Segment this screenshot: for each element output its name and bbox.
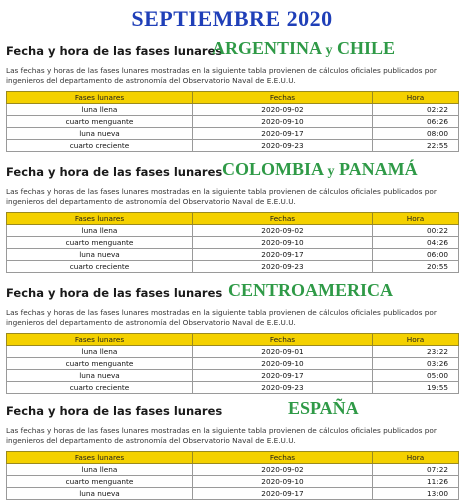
section-heading: Fecha y hora de las fases lunares (6, 286, 223, 300)
date-cell: 2020-09-17 (193, 128, 373, 140)
table-row (7, 225, 459, 237)
date-cell: 2020-09-02 (193, 104, 373, 116)
phase-cell: luna llena (7, 104, 193, 116)
section-description: Las fechas y horas de las fases lunares mostradas en la siguiente tabla provienen de cálculos oficiales publicados por ingenieros del departamento de astronomía del Observatorio Naval de E.E.U.U. (6, 187, 437, 206)
phase-cell: luna llena (7, 464, 193, 476)
header-date: Fechas (193, 92, 373, 104)
time-cell: 00:22 (373, 225, 459, 237)
table-row (7, 104, 459, 116)
time-cell: 03:26 (373, 358, 459, 370)
date-cell: 2020-09-02 (193, 225, 373, 237)
region-title: COLOMBIA y PANAMÁ (222, 159, 418, 179)
lunar-phases-table (6, 333, 459, 394)
table-row (7, 128, 459, 140)
date-cell: 2020-09-23 (193, 261, 373, 273)
phase-cell: luna nueva (7, 370, 193, 382)
time-cell: 23:22 (373, 346, 459, 358)
header-time: Hora (373, 92, 459, 104)
header-time: Hora (373, 334, 459, 346)
phase-cell: cuarto menguante (7, 476, 193, 488)
phase-cell: cuarto menguante (7, 358, 193, 370)
phase-cell: luna nueva (7, 128, 193, 140)
date-cell: 2020-09-17 (193, 488, 373, 500)
phase-cell: luna nueva (7, 488, 193, 500)
section-heading: Fecha y hora de las fases lunares (6, 165, 223, 179)
region-title: ESPAÑA (288, 398, 359, 418)
date-cell: 2020-09-02 (193, 464, 373, 476)
header-date: Fechas (193, 334, 373, 346)
section-description: Las fechas y horas de las fases lunares mostradas en la siguiente tabla provienen de cálculos oficiales publicados por ingenieros del departamento de astronomía del Observatorio Naval de E.E.U.U. (6, 426, 437, 445)
phase-cell: luna nueva (7, 249, 193, 261)
lunar-phases-table (6, 91, 459, 152)
table-header-row (7, 213, 459, 225)
header-date: Fechas (193, 452, 373, 464)
time-cell: 20:55 (373, 261, 459, 273)
table-row (7, 237, 459, 249)
table-row (7, 464, 459, 476)
time-cell: 13:00 (373, 488, 459, 500)
section-heading: Fecha y hora de las fases lunares (6, 404, 223, 418)
time-cell: 04:26 (373, 237, 459, 249)
time-cell: 05:00 (373, 370, 459, 382)
region-title: ARGENTINA y CHILE (212, 38, 396, 58)
phase-cell: cuarto creciente (7, 261, 193, 273)
table-row (7, 382, 459, 394)
phase-cell: cuarto creciente (7, 140, 193, 152)
date-cell: 2020-09-17 (193, 249, 373, 261)
table-header-row (7, 92, 459, 104)
header-phase: Fases lunares (7, 92, 193, 104)
table-row (7, 249, 459, 261)
header-date: Fechas (193, 213, 373, 225)
header-phase: Fases lunares (7, 213, 193, 225)
phase-cell: luna llena (7, 225, 193, 237)
region-title: CENTROAMERICA (228, 280, 394, 300)
date-cell: 2020-09-23 (193, 382, 373, 394)
table-header-row (7, 334, 459, 346)
date-cell: 2020-09-23 (193, 140, 373, 152)
date-cell: 2020-09-10 (193, 476, 373, 488)
page-title: SEPTIEMBRE 2020 (131, 6, 333, 31)
date-cell: 2020-09-17 (193, 370, 373, 382)
table-row (7, 140, 459, 152)
table-row (7, 346, 459, 358)
header-phase: Fases lunares (7, 452, 193, 464)
date-cell: 2020-09-10 (193, 237, 373, 249)
phase-cell: cuarto menguante (7, 116, 193, 128)
phase-cell: luna llena (7, 346, 193, 358)
time-cell: 19:55 (373, 382, 459, 394)
phase-cell: cuarto creciente (7, 382, 193, 394)
table-row (7, 116, 459, 128)
time-cell: 06:00 (373, 249, 459, 261)
table-row (7, 358, 459, 370)
header-phase: Fases lunares (7, 334, 193, 346)
table-row (7, 261, 459, 273)
time-cell: 08:00 (373, 128, 459, 140)
lunar-phases-table (6, 212, 459, 273)
section-heading: Fecha y hora de las fases lunares (6, 44, 223, 58)
section-description: Las fechas y horas de las fases lunares mostradas en la siguiente tabla provienen de cálculos oficiales publicados por ingenieros del departamento de astronomía del Observatorio Naval de E.E.U.U. (6, 308, 437, 327)
time-cell: 06:26 (373, 116, 459, 128)
table-row (7, 476, 459, 488)
time-cell: 22:55 (373, 140, 459, 152)
section-description: Las fechas y horas de las fases lunares mostradas en la siguiente tabla provienen de cálculos oficiales publicados por ingenieros del departamento de astronomía del Observatorio Naval de E.E.U.U. (6, 66, 437, 85)
time-cell: 02:22 (373, 104, 459, 116)
table-row (7, 370, 459, 382)
date-cell: 2020-09-10 (193, 116, 373, 128)
time-cell: 11:26 (373, 476, 459, 488)
date-cell: 2020-09-10 (193, 358, 373, 370)
time-cell: 07:22 (373, 464, 459, 476)
lunar-phases-table (6, 451, 459, 500)
header-time: Hora (373, 452, 459, 464)
header-time: Hora (373, 213, 459, 225)
table-header-row (7, 452, 459, 464)
date-cell: 2020-09-01 (193, 346, 373, 358)
table-row (7, 488, 459, 500)
phase-cell: cuarto menguante (7, 237, 193, 249)
